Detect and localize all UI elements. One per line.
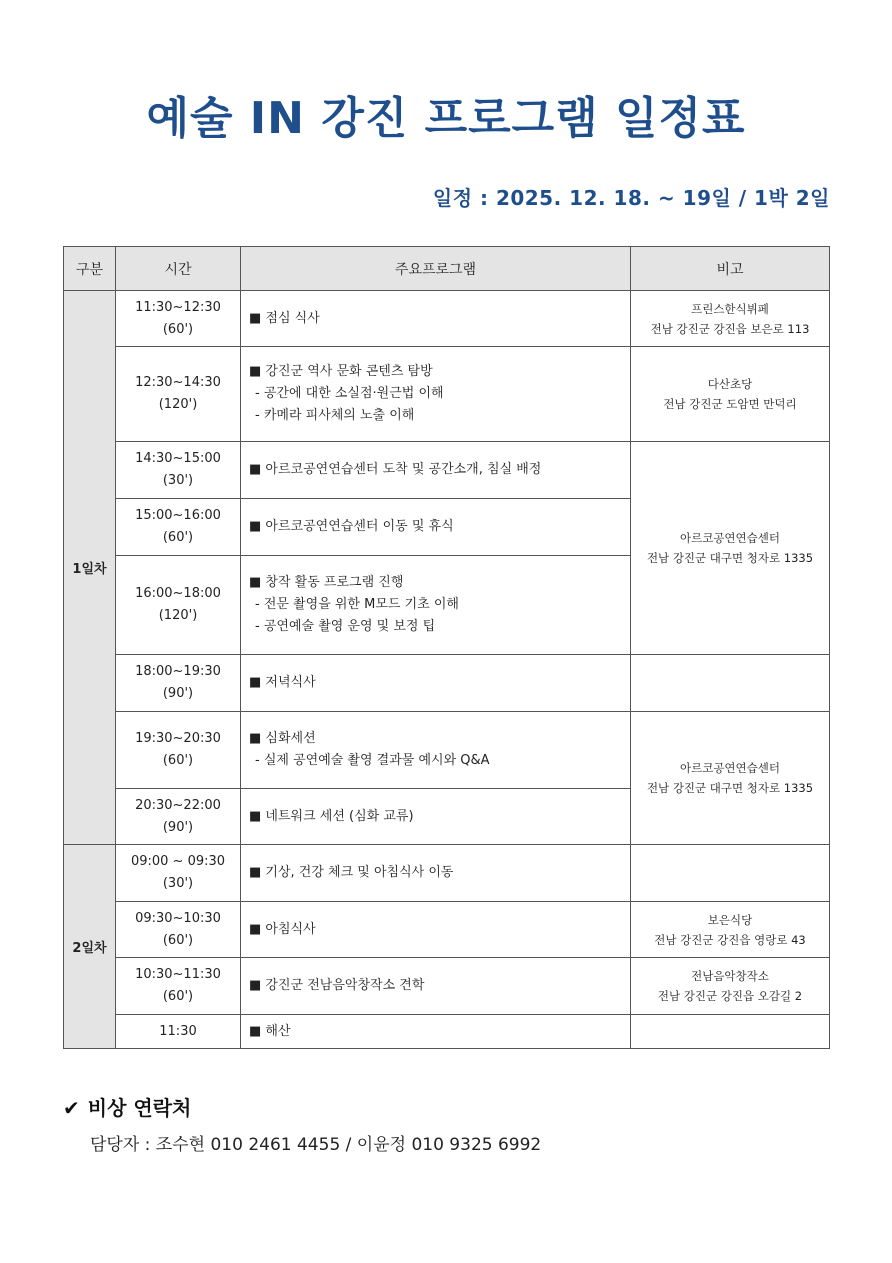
program-cell [241, 499, 631, 556]
duration: (60') [162, 932, 194, 948]
program-subitem: - 전문 촬영을 위한 M모드 기초 이해 [255, 597, 459, 612]
time-cell [116, 1015, 241, 1049]
time-range: 19:30~20:30 [135, 731, 221, 746]
note-cell [631, 1015, 830, 1049]
time-range: 10:30~11:30 [135, 967, 221, 982]
time-range: 20:30~22:00 [135, 797, 221, 813]
venue-name: 보은식당 [707, 912, 753, 927]
venue-name: 전남음악창작소 [691, 969, 769, 983]
venue-address: 전남 강진군 강진읍 영랑로 43 [654, 932, 806, 947]
note-cell [631, 958, 830, 1015]
time-range: 14:30~15:00 [135, 451, 221, 466]
program-item: ■ 아르코공연연습센터 도착 및 공간소개, 침실 배정 [249, 462, 542, 477]
venue-name: 아르코공연연습센터 [680, 761, 780, 775]
time-cell [116, 499, 241, 556]
time-cell [116, 291, 241, 347]
program-item: ■ 해산 [249, 1023, 291, 1039]
program-subitem: - 카메라 피사체의 노출 이해 [255, 408, 415, 423]
table-row [64, 347, 830, 442]
emergency-contact-heading [63, 1092, 191, 1121]
venue-address: 전남 강진군 강진읍 오감길 2 [657, 989, 803, 1003]
venue-address: 전남 강진군 대구면 청자로 1335 [646, 781, 814, 795]
duration: (60') [162, 753, 194, 768]
program-item: ■ 기상, 건강 체크 및 아침식사 이동 [249, 865, 454, 880]
venue-name: 다산초당 [707, 377, 753, 391]
time-cell [116, 442, 241, 499]
table-row [64, 902, 830, 958]
program-cell [241, 712, 631, 789]
time-range: 16:00~18:00 [135, 586, 221, 601]
table-row [64, 655, 830, 712]
table-row [64, 1015, 830, 1049]
program-cell [241, 556, 631, 655]
time-cell [116, 958, 241, 1015]
duration: (90') [162, 819, 194, 835]
note-cell [631, 291, 830, 347]
header-division: 구분 [64, 247, 116, 291]
header-program: 주요프로그램 [241, 247, 631, 291]
header-time: 시간 [116, 247, 241, 291]
time-range: 18:00~19:30 [135, 664, 221, 679]
note-cell [631, 902, 830, 958]
program-item: ■ 심화세션 [249, 731, 316, 746]
duration: (60') [162, 321, 194, 337]
program-cell [241, 347, 631, 442]
time-cell [116, 556, 241, 655]
duration: (60') [162, 989, 194, 1004]
duration: (30') [162, 876, 194, 891]
duration: (90') [162, 686, 194, 701]
venue-address: 전남 강진군 대구면 청자로 1335 [646, 551, 814, 565]
time-range: 09:00 ~ 09:30 [130, 854, 226, 869]
time-range: 09:30~10:30 [135, 910, 221, 926]
day-label: 2일차 [64, 845, 116, 1049]
note-cell [631, 655, 830, 712]
program-item: ■ 네트워크 세션 (심화 교류) [249, 808, 414, 824]
table-header-row [64, 247, 830, 291]
schedule-table [63, 246, 830, 1049]
program-cell [241, 845, 631, 902]
program-item: ■ 아르코공연연습센터 이동 및 휴식 [249, 519, 454, 534]
program-subitem: - 실제 공연예술 촬영 결과물 예시와 Q&A [255, 753, 490, 768]
program-cell [241, 958, 631, 1015]
note-cell [631, 442, 830, 655]
duration: (120') [158, 397, 198, 412]
contact-line: 담당자 : 조수현 010 2461 4455 / 이윤정 010 9325 6992 [90, 1135, 542, 1155]
header-note: 비고 [631, 247, 830, 291]
table-row [64, 845, 830, 902]
time-cell [116, 789, 241, 845]
venue-address: 전남 강진군 강진읍 보은로 113 [650, 321, 810, 336]
duration: (60') [162, 530, 194, 545]
note-cell [631, 845, 830, 902]
time-cell [116, 655, 241, 712]
time-cell [116, 712, 241, 789]
duration: (120') [158, 608, 198, 623]
schedule-date: 일정 : 2025. 12. 18. ~ 19일 / 1박 2일 [432, 186, 830, 210]
program-item: ■ 강진군 역사 문화 콘텐츠 탐방 [249, 364, 433, 379]
venue-name: 아르코공연연습센터 [680, 531, 780, 545]
time-range: 11:30 [159, 1023, 197, 1039]
note-cell [631, 347, 830, 442]
table-row [64, 712, 830, 789]
venue-address: 전남 강진군 도암면 만덕리 [663, 397, 797, 411]
time-range: 12:30~14:30 [135, 375, 221, 390]
program-item: ■ 저녁식사 [249, 675, 316, 690]
program-item: ■ 아침식사 [249, 921, 316, 937]
program-cell [241, 442, 631, 499]
check-icon: ✔ [63, 1096, 80, 1120]
venue-name: 프린스한식뷔페 [691, 301, 769, 316]
contact-heading-text: 비상 연락처 [87, 1096, 192, 1120]
table-row [64, 958, 830, 1015]
program-subitem: - 공연예술 촬영 운영 및 보정 팁 [255, 619, 436, 634]
time-range: 15:00~16:00 [135, 508, 221, 523]
time-cell [116, 845, 241, 902]
program-subitem: - 공간에 대한 소실점·원근법 이해 [255, 386, 444, 401]
program-cell [241, 1015, 631, 1049]
duration: (30') [162, 473, 194, 488]
program-cell [241, 291, 631, 347]
note-cell [631, 712, 830, 845]
table-row [64, 291, 830, 347]
program-item: ■ 점심 식사 [249, 310, 320, 326]
program-cell [241, 902, 631, 958]
program-cell [241, 789, 631, 845]
program-cell [241, 655, 631, 712]
day-label: 1일차 [64, 291, 116, 845]
time-cell [116, 902, 241, 958]
program-item: ■ 강진군 전남음악창작소 견학 [249, 978, 425, 993]
page-title: 예술 IN 강진 프로그램 일정표 [146, 93, 746, 144]
table-row [64, 442, 830, 499]
program-item: ■ 창작 활동 프로그램 진행 [249, 575, 404, 590]
time-cell [116, 347, 241, 442]
time-range: 11:30~12:30 [135, 299, 221, 315]
